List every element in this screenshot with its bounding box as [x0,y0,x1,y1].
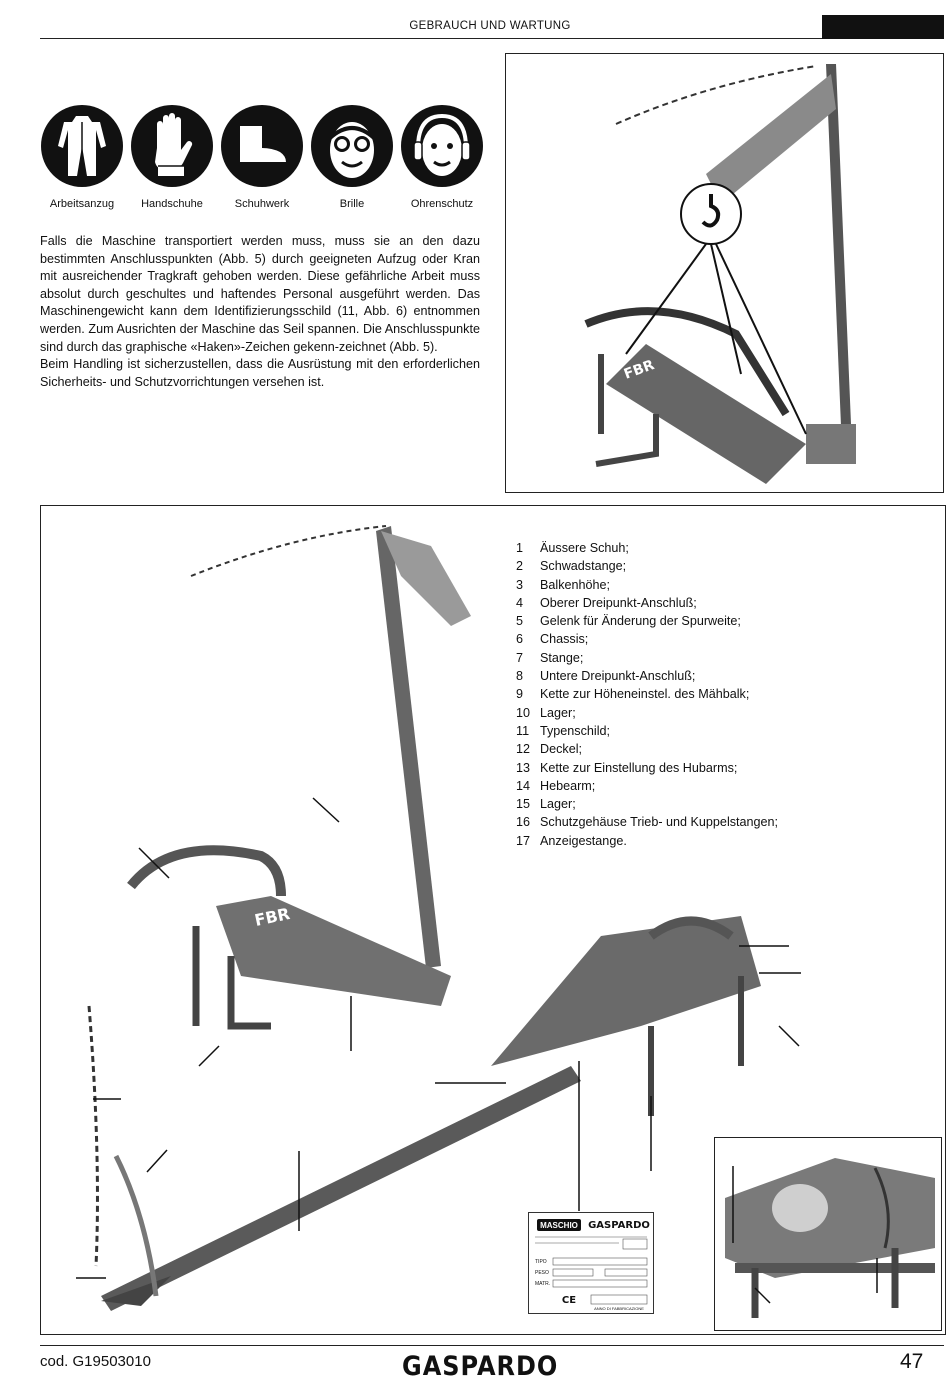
intro-paragraph-2: Beim Handling ist sicherzustellen, dass die Ausrüstung mit den erforderlichen Sicherheits- und Schutzvorrichtungen versehen ist. [40,357,480,389]
legend-item [516,795,778,813]
glove-icon [130,104,214,188]
ppe-label: Arbeitsanzug [49,198,115,210]
legend-item [516,649,778,667]
lifting-photo-frame [505,53,944,493]
legend-item [516,557,778,575]
legend-item [516,832,778,850]
legend-number: 9 [516,687,524,702]
legend-text: Schwadstange; [540,559,627,574]
legend-item [516,704,778,722]
legend-text: Oberer Dreipunkt-Anschluß; [540,595,697,610]
inset-illustration [715,1138,941,1330]
header-rule [40,38,822,39]
legend-number: 5 [516,614,524,629]
legend-number: 13 [516,760,531,775]
boot-icon [220,104,304,188]
legend-number: 6 [516,632,524,647]
legend-text: Untere Dreipunkt-Anschluß; [540,669,696,684]
legend-item [516,813,778,831]
legend-item [516,667,778,685]
legend-number: 1 [516,541,524,555]
header-block [822,15,944,39]
intro-text [40,233,480,391]
machine-label: FBR [621,357,657,383]
legend-number: 8 [516,669,524,684]
legend-item [516,612,778,630]
legend-item [516,576,778,594]
page-number: 47 [900,1350,924,1373]
ppe-gloves [128,104,216,210]
ppe-icon-row [38,104,488,224]
ppe-coverall [38,104,126,210]
plate-field-weight: PESO [535,1270,549,1276]
ppe-label: Brille [339,198,365,210]
plate-brand-1: MASCHIO [540,1221,578,1230]
ce-mark: CE [561,1295,577,1306]
legend-item [516,759,778,777]
legend-number: 4 [516,595,524,610]
legend-item [516,594,778,612]
machine-label: FBR [252,903,292,930]
ppe-label: Schuhwerk [234,198,290,210]
legend-text: Gelenk für Änderung der Spurweite; [540,614,741,629]
ppe-goggles [308,104,396,210]
legend-number: 17 [516,833,531,848]
legend-number: 10 [516,705,531,720]
legend-item [516,777,778,795]
coverall-icon [40,104,124,188]
legend-number: 14 [516,778,531,793]
ppe-label: Handschuhe [141,198,203,210]
footer-rule [40,1345,944,1346]
legend-text: Anzeigestange. [540,833,627,848]
parts-legend [516,539,778,850]
legend-text: Schutzgehäuse Trieb- und Kuppelstangen; [540,815,779,830]
legend-text: Deckel; [540,742,582,757]
ppe-label: Ohrenschutz [410,198,474,210]
detail-inset-photo [714,1137,942,1331]
legend-item [516,740,778,758]
legend-text: Hebearm; [540,778,596,793]
ppe-boots [218,104,306,210]
ear-protection-icon [400,104,484,188]
legend-item [516,630,778,648]
legend-text: Typenschild; [540,723,611,738]
header-title: GEBRAUCH UND WARTUNG [409,20,571,32]
legend-number: 2 [516,559,524,574]
legend-text: Lager; [540,705,576,720]
legend-text: Stange; [540,650,584,665]
plate-brand-2: GASPARDO [588,1220,650,1231]
document-code: cod. G19503010 [40,1353,151,1370]
legend-number: 7 [516,650,524,665]
intro-paragraph-1: Falls die Maschine transportiert werden muss, muss sie an den dazu bestimmten Anschlusspunkten (Abb. 5) durch geeigneten Aufzug oder Kran mit ausreichender Tragkraft gehoben werden. Diese gefährliche Arbeit muss absolut durch geschultes und haftendes Personal ausgeführt werden. Das Maschinengewicht kann dem Identifizierungsschild (11, Abb. 6) entnommen werden. Zum Ausrichten der Maschine das Seil spannen. Die Anschlusspunkte sind durch das graphische «Haken»-Zeichen gekenn-zeichnet (Abb. 5). [40,234,480,354]
plate-field-year: ANNO DI FABBRICAZIONE [594,1306,644,1311]
legend-text: Lager; [540,797,576,812]
plate-field-type: TIPO [535,1259,547,1265]
ppe-ear-protection [398,104,486,210]
legend-text: Kette zur Einstellung des Hubarms; [540,760,738,775]
gaspardo-logo: GASPARDO [402,1350,559,1382]
legend-item [516,722,778,740]
legend-number: 12 [516,742,531,757]
legend-number: 15 [516,797,531,812]
legend-item [516,539,778,557]
legend-text: Chassis; [540,632,589,647]
goggles-icon [310,104,394,188]
identification-plate [528,1212,654,1314]
legend-number: 11 [516,723,530,738]
plate-field-serial: MATR. [535,1281,551,1287]
legend-number: 16 [516,815,531,830]
lifting-machine-illustration [506,54,943,492]
legend-text: Kette zur Höheneinstel. des Mähbalk; [540,687,750,702]
legend-text: Äussere Schuh; [540,541,629,555]
legend-number: 3 [516,577,524,592]
legend-text: Balkenhöhe; [540,577,611,592]
legend-item [516,685,778,703]
